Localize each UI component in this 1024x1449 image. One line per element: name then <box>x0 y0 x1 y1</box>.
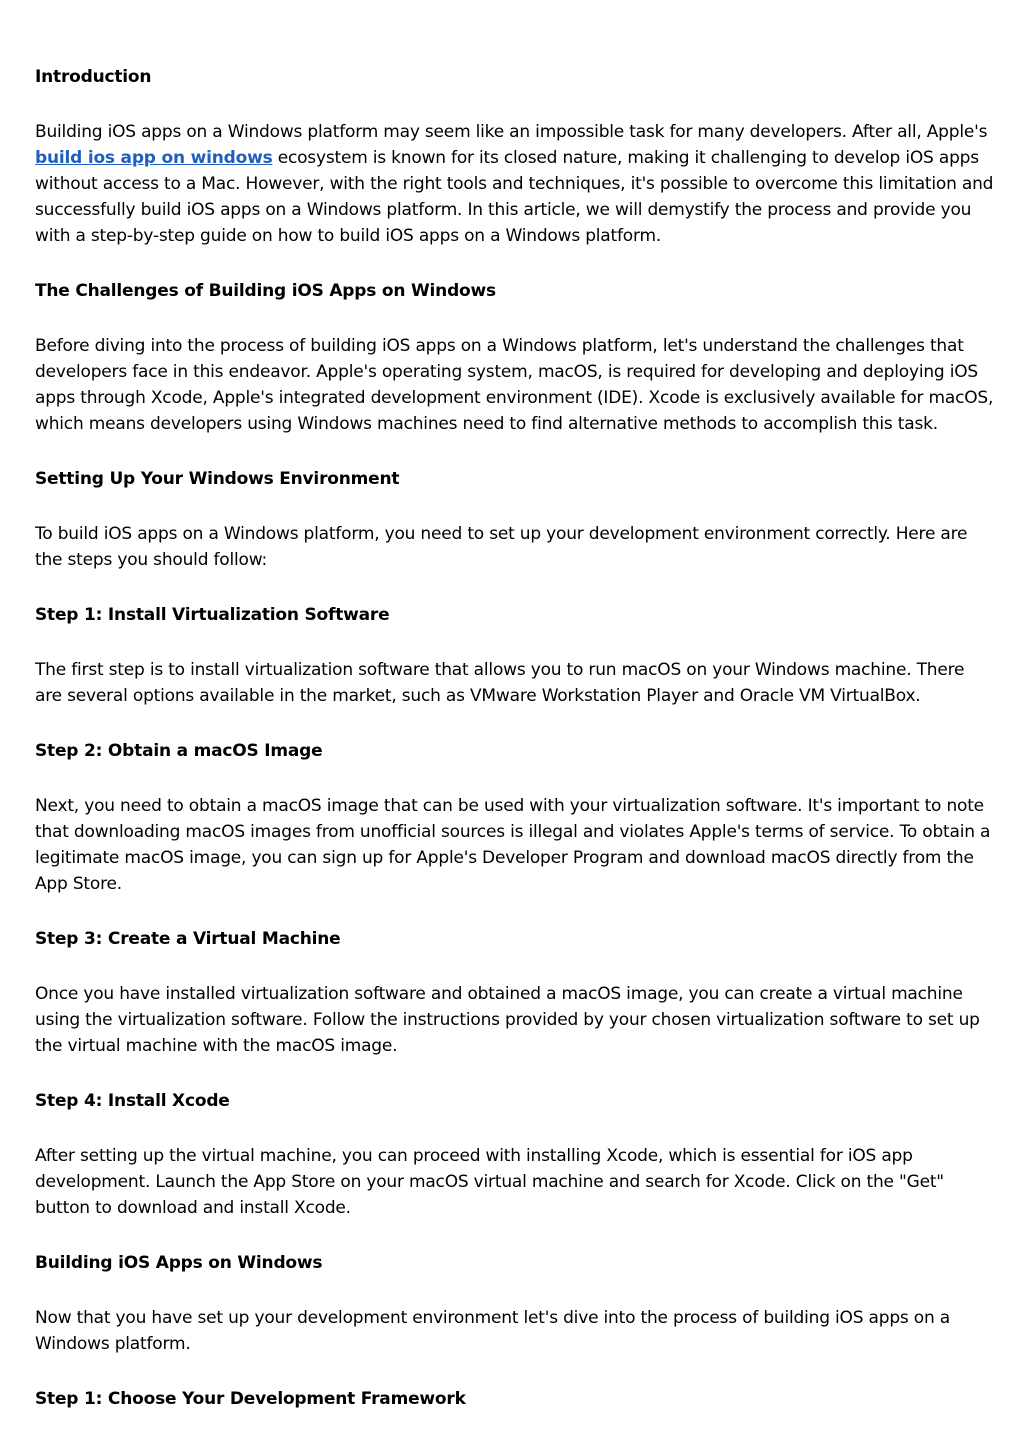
heading-step2: Step 2: Obtain a macOS Image <box>35 741 323 761</box>
paragraph-step3: Once you have installed virtualization software and obtained a macOS image, you can create a virtual machine using the virtualization software. Follow the instructions provided by your chosen virtualization software to set up the virtual machine with the macOS image. <box>35 984 980 1056</box>
paragraph-step4: After setting up the virtual machine, you can proceed with installing Xcode, which is essential for iOS app development. Launch the App Store on your macOS virtual machine and search for Xcode. Click on the "Get" button to download and install Xcode. <box>35 1146 944 1218</box>
paragraph-building: Now that you have set up your development environment let's dive into the process of building iOS apps on a Windows platform. <box>35 1308 950 1354</box>
paragraph-step1: The first step is to install virtualization software that allows you to run macOS on your Windows machine. There are several options available in the market, such as VMware Workstation Player and Oracle VM VirtualBox. <box>35 660 965 706</box>
intro-text-after-link: ecosystem is known for its closed nature, making it challenging to develop iOS apps without access to a Mac. However, with the right tools and techniques, it's possible to overcome this limitation and successfully build iOS apps on a Windows platform. In this article, we will demystify the process and provide you with a step-by-step guide on how to build iOS apps on a Windows platform. <box>35 148 994 246</box>
heading-setup: Setting Up Your Windows Environment <box>35 469 400 489</box>
heading-step4: Step 4: Install Xcode <box>35 1091 230 1111</box>
heading-step1: Step 1: Install Virtualization Software <box>35 605 390 625</box>
paragraph-challenges: Before diving into the process of building iOS apps on a Windows platform, let's understand the challenges that developers face in this endeavor. Apple's operating system, macOS, is required for developing and deploying iOS apps through Xcode, Apple's integrated development environment (IDE). Xcode is exclusively available for macOS, which means developers using Windows machines need to find alternative methods to accomplish this task. <box>35 336 994 434</box>
paragraph-setup: To build iOS apps on a Windows platform, you need to set up your development environment correctly. Here are the steps you should follow: <box>35 524 968 570</box>
paragraph-step2: Next, you need to obtain a macOS image that can be used with your virtualization software. It's important to note that downloading macOS images from unofficial sources is illegal and violates Apple's terms of service. To obtain a legitimate macOS image, you can sign up for Apple's Developer Program and download macOS directly from the App Store. <box>35 796 991 894</box>
heading-step3: Step 3: Create a Virtual Machine <box>35 929 341 949</box>
paragraph-introduction <box>35 119 995 249</box>
build-ios-app-link[interactable]: build ios app on windows <box>35 148 273 168</box>
article <box>35 64 995 1412</box>
heading-build-step1: Step 1: Choose Your Development Framework <box>35 1389 466 1409</box>
heading-challenges: The Challenges of Building iOS Apps on Windows <box>35 281 496 301</box>
intro-text-before-link: Building iOS apps on a Windows platform may seem like an impossible task for many developers. After all, Apple's <box>35 122 988 142</box>
heading-introduction: Introduction <box>35 67 152 87</box>
heading-building: Building iOS Apps on Windows <box>35 1253 323 1273</box>
